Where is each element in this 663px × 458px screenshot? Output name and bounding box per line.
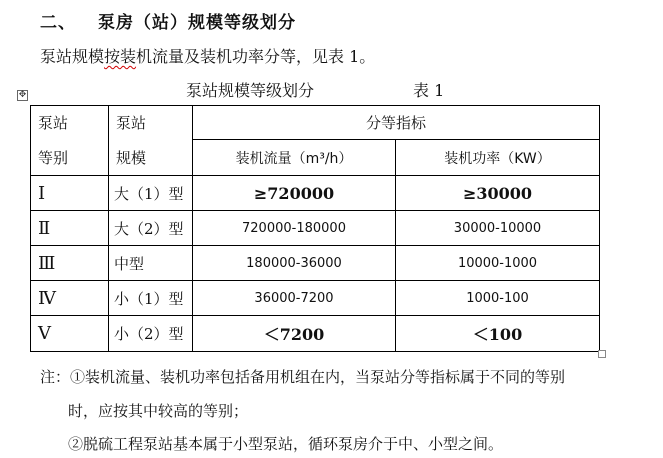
cell-power: 10000-1000 xyxy=(396,246,600,281)
header-scale-line1: 泵站 xyxy=(116,114,147,133)
cell-flow: ＜7200 xyxy=(193,316,396,352)
table-move-handle-icon[interactable]: ✥ xyxy=(18,90,27,100)
section-heading xyxy=(40,8,296,33)
table-caption-label: 表 1 xyxy=(413,81,445,100)
table-resize-handle-icon[interactable] xyxy=(598,350,606,358)
cell-grade: Ⅳ xyxy=(31,281,109,316)
note-line-2: 时，应按其中较高的等别； xyxy=(68,402,249,420)
intro-paragraph xyxy=(40,44,375,67)
cell-power: 1000-100 xyxy=(396,281,600,316)
header-grade xyxy=(31,106,109,176)
cell-power: ≥30000 xyxy=(396,176,600,211)
header-scale xyxy=(109,106,193,176)
pump-station-grade-table xyxy=(30,105,600,352)
cell-flow: 180000-36000 xyxy=(193,246,396,281)
note-line-1: 注：①装机流量、装机功率包括备用机组在内，当泵站分等指标属于不同的等别 xyxy=(40,368,566,386)
cell-flow: ≥720000 xyxy=(193,176,396,211)
table-row xyxy=(31,176,600,211)
cell-scale: 小（2）型 xyxy=(109,316,193,352)
cell-grade: Ⅴ xyxy=(31,316,109,352)
header-scale-line2: 规模 xyxy=(116,148,147,167)
note-line-3: ②脱硫工程泵站基本属于小型泵站，循环泵房介于中、小型之间。 xyxy=(68,435,504,453)
table-caption-title: 泵站规模等级划分 xyxy=(186,81,315,100)
cell-flow: 36000-7200 xyxy=(193,281,396,316)
header-index-group: 分等指标 xyxy=(193,106,600,140)
table-row xyxy=(31,316,600,352)
cell-flow: 720000-180000 xyxy=(193,211,396,246)
cell-grade: Ⅲ xyxy=(31,246,109,281)
section-title: 泵房（站）规模等级划分 xyxy=(98,13,296,33)
table-row xyxy=(31,211,600,246)
cell-power: 30000-10000 xyxy=(396,211,600,246)
cell-scale: 大（2）型 xyxy=(109,211,193,246)
table-row xyxy=(31,281,600,316)
table-header-row-1 xyxy=(31,106,600,140)
header-grade-line1: 泵站 xyxy=(38,114,69,133)
intro-text-start: 泵站规模 xyxy=(40,47,105,66)
intro-text-end: 机流量及装机功率分等，见表 1。 xyxy=(136,47,376,66)
cell-scale: 中型 xyxy=(109,246,193,281)
cell-scale: 大（1）型 xyxy=(109,176,193,211)
cell-grade: Ⅱ xyxy=(31,211,109,246)
section-number: 二、 xyxy=(40,13,76,33)
table-row xyxy=(31,246,600,281)
cell-grade: Ⅰ xyxy=(31,176,109,211)
cell-scale: 小（1）型 xyxy=(109,281,193,316)
header-flow: 装机流量（m³/h） xyxy=(193,140,396,176)
spell-check-marked-text[interactable]: 按装 xyxy=(104,47,137,66)
header-grade-line2: 等别 xyxy=(38,148,69,167)
cell-power: ＜100 xyxy=(396,316,600,352)
header-power: 装机功率（KW） xyxy=(396,140,600,176)
